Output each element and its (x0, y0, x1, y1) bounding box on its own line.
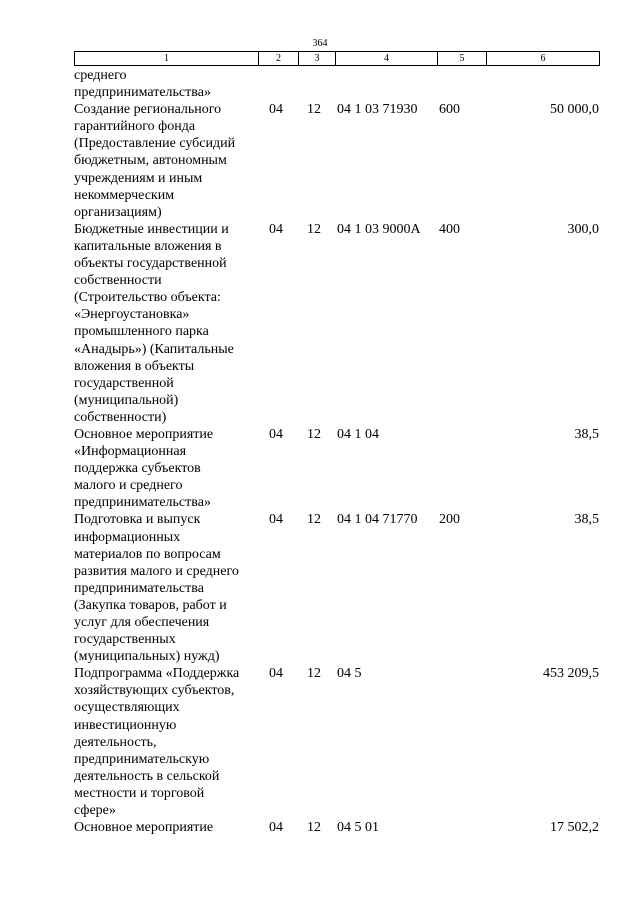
row-subsection: 12 (307, 102, 321, 118)
row-subsection: 12 (307, 666, 321, 682)
row-name: Основное мероприятие (74, 820, 214, 836)
row-amount: 300,0 (567, 221, 599, 237)
row-section: 04 (269, 820, 283, 836)
header-col-1: 1 (75, 52, 259, 66)
row-target-code: 04 5 (337, 666, 362, 682)
row-expense-type: 200 (439, 512, 460, 528)
table-row (74, 665, 599, 819)
row-name: Подготовка и выпуск информационных материалов по вопросам развития малого и среднего предпринимательства (Закупка товаров, работ и услуг для обеспечения государственных (муниципальных) нужд) (74, 512, 239, 665)
page-number: 364 (312, 38, 328, 49)
row-section: 04 (269, 221, 283, 237)
header-col-6: 6 (487, 52, 600, 66)
header-col-5: 5 (438, 52, 487, 66)
row-section: 04 (269, 512, 283, 528)
table-row (74, 426, 599, 511)
row-expense-type: 600 (439, 102, 460, 118)
row-subsection: 12 (307, 820, 321, 836)
row-expense-type (437, 819, 486, 836)
table-row (74, 221, 599, 426)
row-subsection: 12 (307, 512, 321, 528)
row-amount: 50 000,0 (550, 102, 599, 118)
row-target-code (335, 67, 437, 101)
row-name: среднего предпринимательства» (74, 68, 211, 101)
row-expense-type (437, 665, 486, 819)
header-col-3: 3 (299, 52, 336, 66)
row-target-code: 04 1 03 9000А (337, 221, 421, 237)
row-name: Основное мероприятие «Информационная поддержка субъектов малого и среднего предпринимательства» (74, 426, 214, 511)
row-target-code: 04 1 03 71930 (337, 102, 418, 118)
row-target-code: 04 1 04 (337, 426, 379, 442)
table-header (74, 51, 600, 66)
row-name: Бюджетные инвестиции и капитальные вложения в объекты государственной собственности (Строительство объекта: «Энергоустановка» промышленного парка «Анадырь») (Капитальные вложения в объекты государственной (муниципальной) собственности) (74, 221, 234, 425)
row-expense-type: 400 (439, 221, 460, 237)
table-row (74, 101, 599, 221)
header-col-2: 2 (259, 52, 299, 66)
row-name: Подпрограмма «Поддержка хозяйствующих субъектов, осуществляющих инвестиционную деятельность, предпринимательскую деятельность в сельской местности и торговой сфере» (74, 666, 240, 819)
row-section: 04 (269, 426, 283, 442)
row-subsection (298, 67, 335, 101)
row-target-code: 04 5 01 (337, 820, 379, 836)
row-amount: 38,5 (574, 512, 599, 528)
row-amount (486, 67, 599, 101)
row-section: 04 (269, 102, 283, 118)
row-amount: 453 209,5 (543, 666, 599, 682)
table-row (74, 511, 599, 665)
table-row (74, 67, 599, 101)
row-section: 04 (269, 666, 283, 682)
row-subsection: 12 (307, 221, 321, 237)
row-target-code: 04 1 04 71770 (337, 512, 418, 528)
budget-table (74, 67, 599, 836)
row-subsection: 12 (307, 426, 321, 442)
row-amount: 38,5 (574, 426, 599, 442)
row-section (258, 67, 298, 101)
row-expense-type (437, 67, 486, 101)
row-amount: 17 502,2 (550, 820, 599, 836)
header-col-4: 4 (336, 52, 438, 66)
table-row (74, 819, 599, 836)
row-expense-type (437, 426, 486, 511)
row-name: Создание регионального гарантийного фонда (Предоставление субсидий бюджетным, автономным учреждениям и иным некоммерческим организациям) (74, 102, 236, 220)
